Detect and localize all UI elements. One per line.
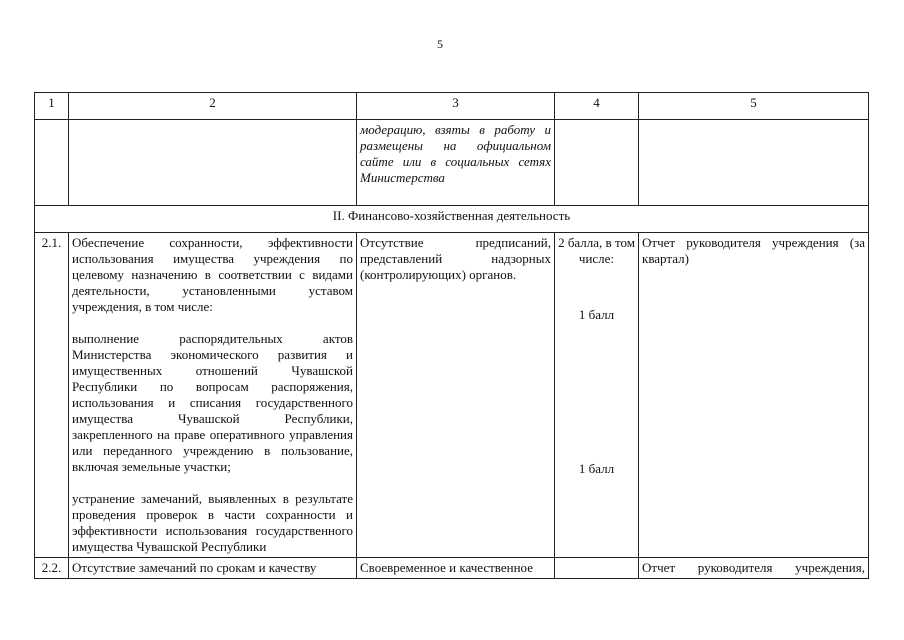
score-cell bbox=[555, 558, 639, 579]
section-title: II. Финансово-хозяйственная деятельность bbox=[35, 206, 869, 233]
indicator-text: Обеспечение сохранности, эффективности использования имущества учреждения по целевому назначению в соответствии с видами деятельности, установленными уставом учреждения, в том числе: bbox=[72, 235, 353, 314]
header-cell-4: 4 bbox=[555, 93, 639, 120]
criteria-cell: Отсутствие предписаний, представлений надзорных (контролирующих) органов. bbox=[357, 233, 555, 558]
continuation-criteria: модерацию, взяты в работу и размещены на официальном сайте или в социальных сетях Министерства bbox=[357, 120, 555, 206]
score-sub1: 1 балл bbox=[578, 307, 615, 322]
header-cell-3: 3 bbox=[357, 93, 555, 120]
score-sub2: 1 балл bbox=[578, 461, 615, 476]
header-cell-2: 2 bbox=[69, 93, 357, 120]
score-cell bbox=[555, 233, 639, 558]
continuation-row bbox=[35, 120, 869, 206]
header-cell-1: 1 bbox=[35, 93, 69, 120]
row-number: 2.2. bbox=[35, 558, 69, 579]
header-row bbox=[35, 93, 869, 120]
table-row bbox=[35, 233, 869, 558]
header-cell-5: 5 bbox=[639, 93, 869, 120]
score-main: 2 балла, в том числе: bbox=[558, 235, 635, 266]
section-row bbox=[35, 206, 869, 233]
indicator-cell: Отсутствие замечаний по срокам и качеству bbox=[69, 558, 357, 579]
criteria-table bbox=[34, 92, 869, 579]
table-row bbox=[35, 558, 869, 579]
indicator-cell bbox=[69, 233, 357, 558]
indicator-sub1: выполнение распорядительных актов Министерства экономического развития и имущественных отношений Чувашской Республики по вопросам распоряжения, использования и списания государственного имущества Чувашской Республики, закрепленного на праве оперативного управления или переданного учреждению в пользование, включая земельные участки; bbox=[72, 331, 353, 474]
row-number: 2.1. bbox=[35, 233, 69, 558]
report-cell: Отчет руководителя учреждения (за квартал) bbox=[639, 233, 869, 558]
report-cell: Отчет руководителя учреждения, bbox=[639, 558, 869, 579]
criteria-cell: Своевременное и качественное bbox=[357, 558, 555, 579]
page-number: 5 bbox=[437, 37, 443, 51]
indicator-sub2: устранение замечаний, выявленных в результате проведения проверок в части сохранности и эффективности использования государственного имущества Чувашской Республики bbox=[72, 491, 353, 554]
